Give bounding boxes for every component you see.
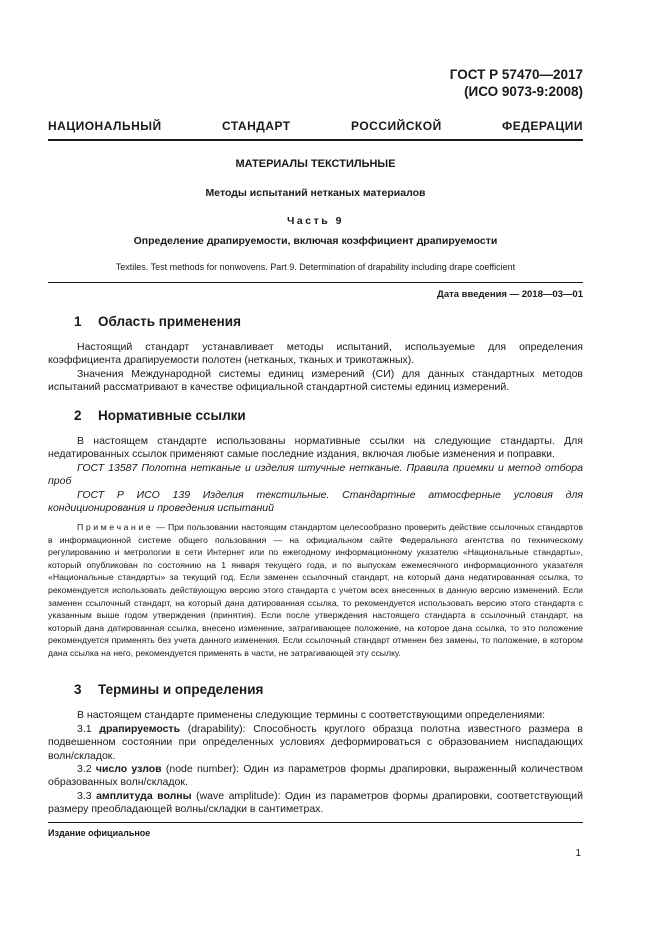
section-3-paragraph: В настоящем стандарте применены следующие термины с соответствующими определениями: [77, 709, 546, 721]
term-name: число узлов [95, 763, 162, 775]
national-standard-banner [48, 119, 583, 133]
footer-rule [48, 822, 583, 823]
gost-number: ГОСТ Р 57470—2017 [449, 67, 583, 82]
title-english: Textiles. Test methods for nonwovens. Part 9. Determination of drapability including drape coefficient [115, 262, 516, 272]
term-english: (drapability): [187, 723, 246, 735]
term-english: (node number): [165, 763, 239, 775]
section-1-paragraph: Значения Международной системы единиц измерений (СИ) для данных стандартных методов испытаний рассматривают в качестве официальной стандартной системы единиц измерений. [48, 368, 583, 394]
term-name: драпируемость [99, 723, 181, 735]
reference-note [48, 521, 583, 660]
term-definition: Способность круглого образца полотна известного размера в подвешенном состоянии при определенных условиях деформироваться с образованием ниспадающих волн/складок. [48, 723, 583, 762]
iso-number: (ИСО 9073-9:2008) [464, 84, 583, 99]
section-2-paragraph: В настоящем стандарте использованы нормативные ссылки на следующие стандарты. Для недатированных ссылок применяют самые последние издания, включая любые изменения и поправки. [48, 435, 583, 461]
title-part: Часть 9 [287, 215, 344, 227]
section-title: Термины и определения [98, 682, 264, 697]
section-1-heading [48, 314, 241, 329]
section-2-heading [48, 408, 246, 423]
term-number: 3.3 [77, 790, 92, 802]
normative-reference: ГОСТ 13587 Полотна нетканые и изделия штучные нетканые. Правила приемки и метод отбора проб [48, 462, 583, 488]
edition-label: Издание официальное [48, 828, 151, 838]
banner-word: НАЦИОНАЛЬНЫЙ [48, 119, 162, 133]
section-1-paragraph: Настоящий стандарт устанавливает методы испытаний, используемые для определения коэффициента драпируемости полотен (нетканых, тканых и трикотажных). [48, 341, 583, 367]
term-name: амплитуда волны [96, 790, 192, 802]
section-number: 3 [74, 682, 82, 697]
term-entry [48, 763, 583, 790]
section-title: Нормативные ссылки [98, 408, 246, 423]
title-main: МАТЕРИАЛЫ ТЕКСТИЛЬНЫЕ [235, 158, 396, 170]
term-entry [48, 790, 583, 817]
term-definition: Один из параметров формы драпировки, соответствующий размеру преобладающей волны/складки в сантиметрах. [48, 790, 584, 816]
term-entry [48, 723, 583, 763]
title-sub: Методы испытаний нетканых материалов [205, 187, 426, 199]
term-number: 3.1 [77, 723, 92, 735]
section-title: Область применения [98, 314, 241, 329]
banner-rule [48, 139, 583, 141]
term-english: (wave amplitude): [196, 790, 281, 802]
banner-word: ФЕДЕРАЦИИ [502, 119, 583, 133]
note-label: Примечание [77, 522, 154, 532]
title-detail: Определение драпируемости, включая коэффициент драпируемости [133, 235, 498, 247]
section-number: 1 [74, 314, 82, 329]
gost-code-block [450, 66, 583, 100]
section-number: 2 [74, 408, 82, 423]
banner-word: СТАНДАРТ [221, 119, 291, 133]
normative-reference: ГОСТ Р ИСО 139 Изделия текстильные. Стандартные атмосферные условия для кондиционирования и проведения испытаний [48, 489, 583, 515]
term-definition: Один из параметров формы драпировки, выраженный количеством образованных волн/складок. [48, 763, 584, 789]
intro-date: Дата введения — 2018—03—01 [437, 289, 583, 300]
page-number: 1 [575, 848, 581, 859]
term-number: 3.2 [77, 763, 92, 775]
title-rule [48, 282, 583, 283]
banner-word: РОССИЙСКОЙ [350, 119, 442, 133]
note-text: — При пользовании настоящим стандартом целесообразно проверить действие ссылочных стандартов в информационной системе общего пользования — на официальном сайте Федерального агентства по техническому регулированию и метрологии в сети Интернет или по ежегодному информационному указателю «Национальные стандарты», который опубликован по состоянию на 1 января текущего года, и по выпускам ежемесячного информационного указателя «Национальные стандарты» за текущий год. Если заменен ссылочный стандарт, на который дана недатированная ссылка, то рекомендуется использовать действующую версию этого стандарта с учетом всех внесенных в данную версию изменений. Если заменен ссылочный стандарт, на который дана датированная ссылка, то рекомендуется использовать версию этого стандарта с указанным выше годом утверждения (принятия). Если после утверждения настоящего стандарта в ссылочный стандарт, на который дана датированная ссылка, внесено изменение, затрагивающее положение, на которое дана ссылка, то это положение рекомендуется применять без учета данного изменения. Если ссылочный стандарт отменен без замены, то положение, в котором дана ссылка на него, рекомендуется применять в части, не затрагивающей эту ссылку. [48, 522, 583, 658]
section-3-heading [48, 682, 263, 697]
